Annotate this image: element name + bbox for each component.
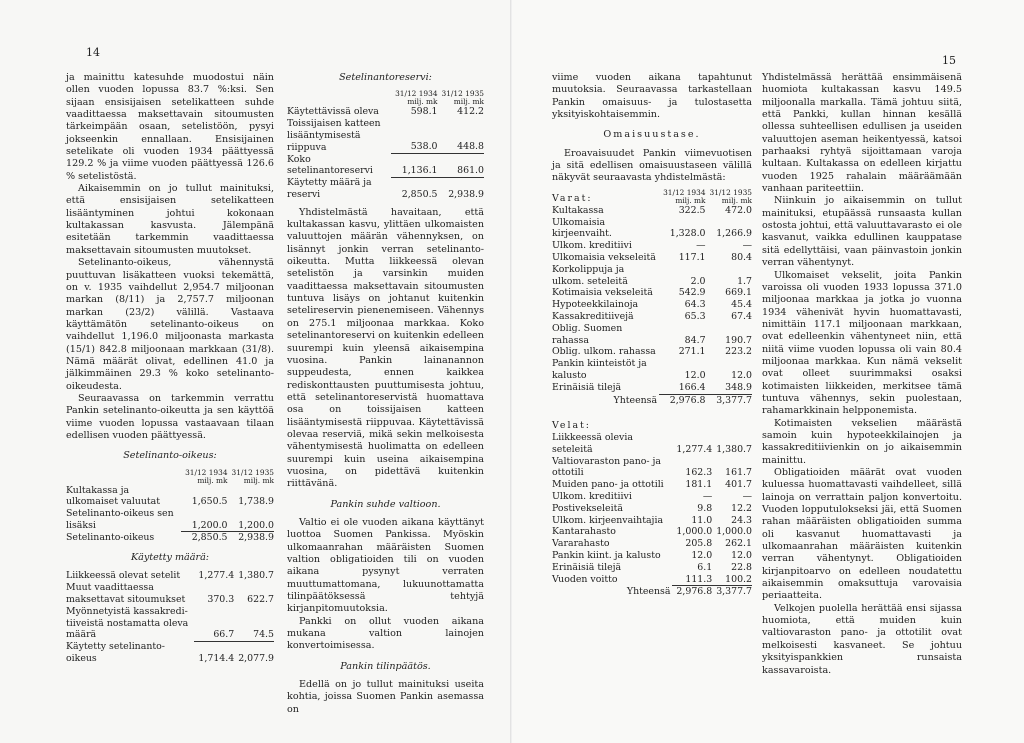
section-heading: Pankin tilinpäätös. bbox=[340, 660, 431, 672]
table-row: Myönnetyistä kassakredi-tiiveistä nostamatta oleva määrä 66.7 74.5 bbox=[66, 605, 274, 641]
table-row: Hypoteekkilainoja 64.3 45.4 bbox=[552, 299, 752, 311]
col-date: 31/12 1935 bbox=[709, 187, 752, 197]
paragraph: Seuraavassa on tarkemmin verrattu Pankin setelinanto-oikeutta ja sen käyttöä viime vuoden lopussa vastaavaan tilaan edellisen vuoden päättyessä. bbox=[66, 392, 274, 441]
table-total-row: Yhteensä 2,976.8 3,377.7 bbox=[626, 586, 752, 598]
paragraph: Valtio ei ole vuoden aikana käyttänyt luottoa Suomen Pankissa. Myöskin ulkomaanrahan määräisten Suomen valtion obligatioiden tili on vuoden aikana pysynyt verraten muuttumattomana, lukuunottamatta tilinpäätöksessä tehtyjä kirjanpitomuutoksia. bbox=[287, 516, 484, 615]
table-total-row: Yhteensä 2,976.8 3,377.7 bbox=[613, 394, 752, 406]
col-unit: milj. mk bbox=[407, 97, 438, 107]
col-date: 31/12 1934 bbox=[395, 89, 438, 99]
table-row: Valtiovaraston pano- ja ottotili 162.3 161.7 bbox=[552, 455, 752, 479]
col-date: 31/12 1935 bbox=[231, 467, 274, 477]
paragraph: Pankki on ollut vuoden aikana mukana valtion lainojen konvertoimisessa. bbox=[287, 615, 484, 652]
table-title-kaytetty-maara: Käytetty määrä: bbox=[130, 552, 210, 564]
table-row: Vararahasto 205.8 262.1 bbox=[552, 538, 752, 550]
page-number-right: 15 bbox=[942, 54, 956, 67]
table-velat bbox=[552, 420, 752, 598]
col-unit: milj. mk bbox=[453, 97, 484, 107]
table-row: Vuoden voitto 111.3 100.2 bbox=[552, 573, 752, 586]
right-column-2 bbox=[762, 72, 962, 677]
table-row: Käytetty määrä ja reservi 2,850.5 2,938.9 bbox=[287, 177, 484, 200]
table-row: Pankin kiint. ja kalusto 12.0 12.0 bbox=[552, 550, 752, 562]
table-row: Ulkomaisia kirjeenvaiht. 1,328.0 1,266.9 bbox=[552, 216, 752, 240]
paragraph: Niinkuin jo aikaisemmin on tullut mainituksi, etupäässä runsaasta kullan ostosta johtui, että valuuttavarasto ei ole kasvanut, vaikka edullinen kauppatase sitä edellyttäisi, vaan päinvastoin jonkin verran vähentynyt. bbox=[762, 195, 962, 269]
table-row: Postivekseleitä 9.8 12.2 bbox=[552, 502, 752, 514]
section-heading: Pankin suhde valtioon. bbox=[330, 498, 441, 510]
table-kaytetty-maara bbox=[66, 570, 274, 664]
paragraph: Yhdistelmässä herättää ensimmäisenä huomiota kultakassan kasvu 149.5 miljoonalla markalla. Tämä johtuu siitä, että Pankki, kullan hinnan kesällä ollessa suhteellisen edullisen ja useiden valuuttojen aseman heikentyessä, katsoi parhaaksi ryhtyä sijoittamaan varoja kultaan. Kultakassa on edelleen kirjattu vuoden 1925 rahalain määräämään vanhaan pariteettiin. bbox=[762, 72, 962, 195]
table-row: Oblig. ulkom. rahassa 271.1 223.2 bbox=[552, 346, 752, 358]
table-row: Käytetty setelinanto-oikeus 1,714.4 2,077.9 bbox=[66, 641, 274, 665]
table-row: Käytettävissä oleva 598.1 412.2 bbox=[287, 106, 484, 118]
paragraph: viime vuoden aikana tapahtunut muutoksia. Seuraavassa tarkastellaan Pankin omaisuus- ja tulostasetta yksityiskohtaisemmin. bbox=[552, 72, 752, 121]
table-row: Pankin kiinteistöt ja kalusto 12.0 12.0 bbox=[552, 358, 752, 381]
col-date: 31/12 1934 bbox=[663, 187, 706, 197]
table-row: Korkolippuja ja ulkom. seteleitä 2.0 1.7 bbox=[552, 263, 752, 287]
left-column-2 bbox=[287, 72, 484, 716]
paragraph: Edellä on jo tullut mainituksi useita kohtia, joissa Suomen Pankin asemassa on bbox=[287, 679, 484, 715]
table-row: Erinäisiä tilejä 166.4 348.9 bbox=[552, 381, 752, 394]
table-row: Kassakreditiivejä 65.3 67.4 bbox=[552, 310, 752, 322]
table-row: Muiden pano- ja ottotili 181.1 401.7 bbox=[552, 479, 752, 491]
table-row: Ulkom. kirjeenvaihtajia 11.0 24.3 bbox=[552, 514, 752, 526]
table-row: Kantarahasto 1,000.0 1,000.0 bbox=[552, 526, 752, 538]
table-row: Kotimaisia vekseleitä 542.9 669.1 bbox=[552, 287, 752, 299]
col-unit: milj. mk bbox=[197, 475, 228, 485]
table-title-setelinanto-oikeus: Setelinanto-oikeus: bbox=[123, 450, 217, 462]
col-unit: milj. mk bbox=[721, 195, 752, 205]
table-row: Ulkom. kreditiivi — — bbox=[552, 491, 752, 503]
paragraph: Aikaisemmin on jo tullut mainituksi, että ensisijaisen setelikatteen lisääntyminen johtui kokonaan kultakassan kasvusta. Jälempänä esitetään tarkemmin vaadittaessa maksettavain sitoumusten muutokset. bbox=[66, 183, 274, 256]
paragraph: Velkojen puolella herättää ensi sijassa huomiota, että muiden kuin valtiovaraston pano- ja ottotilit ovat melkoisesti kasvaneet. Se johtuu yksityispankkien runsaista kassavaroista. bbox=[762, 602, 962, 676]
col-date: 31/12 1934 bbox=[185, 467, 228, 477]
section-heading: Omaisuustase. bbox=[603, 129, 701, 141]
table-row: Koko setelinantoreservi 1,136.1 861.0 bbox=[287, 153, 484, 177]
table-row: Ulkomaisia vekseleitä 117.1 80.4 bbox=[552, 251, 752, 263]
table-row: Kultakassa ja ulkomaiset valuutat 1,650.5 1,738.9 bbox=[66, 484, 274, 508]
paragraph: Setelinanto-oikeus, vähennystä puuttuvan lisäkatteen vuoksi tekemättä, on v. 1935 vaihdellut 2,954.7 miljoonan markan (8/11) ja 2,757.7 miljoonan markan (23/2) välillä. Vastaava käyttämätön setelinanto-oikeus on vaihdellut 1,196.0 miljoonasta markasta (15/1) 842.8 miljoonaan markkaan (31/8). Nämä määrät olivat, edellinen 41.0 ja jälkimmäinen 29.3 % koko setelinanto-oikeudesta. bbox=[66, 257, 274, 392]
right-column-1 bbox=[552, 72, 752, 598]
table-setelinanto-oikeus bbox=[66, 469, 274, 544]
paragraph: Yhdistelmästä havaitaan, että kultakassan kasvu, ylittäen ulkomaisten valuuttojen määrän vähennyksen, on lisännyt jonkin verran setelinanto-oikeutta. Mutta liikkeessä olevan setelistön ja varsinkin muiden vaadittaessa maksettavain sitoumusten tuntuva lisäys on johtanut kuitenkin setelireservin pienenemiseen. Vähennys on 275.1 miljoonaa markkaa. Koko setelinantoreservi on kuitenkin edelleen suurempi kuin yleensä aikaisempina vuosina. Pankin lainanannon suppeudesta, ennen kaikkea rediskonttausten puuttumisesta johtuu, että setelinantoreservistä huomattava osa on toissijaisen katteen lisääntymisestä riippuvaa. Käytettävissä olevaa reserviä, mikä sekin melkoisesta vähentymisestä huolimatta on edelleen suurempi kuin useina aikaisempina vuosina, on pidettävä kuitenkin riittävänä. bbox=[287, 206, 484, 490]
table-varat bbox=[552, 189, 752, 407]
table-row: Setelinanto-oikeus 2,850.5 2,938.9 bbox=[66, 532, 274, 544]
col-date: 31/12 1935 bbox=[441, 89, 484, 99]
table-row: Oblig. Suomen rahassa 84.7 190.7 bbox=[552, 322, 752, 346]
table-row: Muut vaadittaessa maksettavat sitoumukset 370.3 622.7 bbox=[66, 582, 274, 606]
paragraph: Ulkomaiset vekselit, joita Pankin varoissa oli vuoden 1933 lopussa 371.0 miljoonaa markkaa ja jotka jo vuonna 1934 vähenivät hyvin huomattavasti, nimittäin 117.1 miljoonaan markkaan, ovat edelleenkin vähentyneet niin, että niitä viime vuoden lopussa oli vain 80.4 miljoonaa markkaa. Kun nämä vekselit ovat olleet suurimmaksi osaksi kotimaisten liikkeiden, merkitsee tämä tuntuva vähennys, sekin puolestaan, rahamarkkinain helpponemista. bbox=[762, 269, 962, 417]
table-row: Setelinanto-oikeus sen lisäksi 1,200.0 1,200.0 bbox=[66, 508, 274, 532]
velat-title: Velat: bbox=[552, 420, 591, 432]
table-row: Erinäisiä tilejä 6.1 22.8 bbox=[552, 561, 752, 573]
table-setelinantoreservi bbox=[287, 90, 484, 200]
col-unit: milj. mk bbox=[675, 195, 706, 205]
page-number-left: 14 bbox=[86, 46, 100, 59]
paragraph: ja mainittu katesuhde muodostui näin ollen vuoden lopussa 83.7 %:ksi. Sen sijaan ensisijaisen setelikatteen suhde vaadittaessa maksettavain sitoumusten tärkeimpään osaan, setelistöön, pysyi jokseenkin ennallaan. Ensisijainen setelikate oli vuoden 1934 päättyessä 129.2 % ja viime vuoden päättyessä 126.6 % setelistöstä. bbox=[66, 72, 274, 182]
table-row: Ulkom. kreditiivi — — bbox=[552, 240, 752, 252]
table-row: Liikkeessä olevia seteleitä 1,277.4 1,380.7 bbox=[552, 432, 752, 455]
col-unit: milj. mk bbox=[243, 475, 274, 485]
right-page bbox=[512, 0, 1024, 743]
left-column-1 bbox=[66, 72, 274, 665]
paragraph: Obligatioiden määrät ovat vuoden kuluessa huomattavasti vaihdelleet, sillä lainoja on verrattain paljon konvertoitu. Vuoden lopputulokseksi jäi, että Suomen rahan määräisten obligatioiden summa oli kasvanut huomattavasti ja ulkomaanrahan määräisten kuitenkin verran vähentynyt. Obligatioiden kirjanpitoarvo on edelleen noudatettu aikaisemmin omaksuttuja varovaisia periaatteita. bbox=[762, 467, 962, 602]
varat-title: Varat: bbox=[552, 192, 593, 204]
table-title-setelinantoreservi: Setelinantoreservi: bbox=[339, 72, 432, 83]
paragraph: Eroavaisuudet Pankin viimevuotisen ja sitä edellisen omaisuustaseen välillä näkyvät seuraavasta yhdistelmästä: bbox=[552, 147, 752, 184]
table-row: Kultakassa 322.5 472.0 bbox=[552, 204, 752, 216]
paragraph: Kotimaisten vekselien määrästä samoin kuin hypoteekkilainojen ja kassakreditiivienkin on jo aikaisemmin mainittu. bbox=[762, 417, 962, 466]
table-row: Liikkeessä olevat setelit 1,277.4 1,380.7 bbox=[66, 570, 274, 582]
table-row: Toissijaisen katteen lisääntymisestä riippuva 538.0 448.8 bbox=[287, 118, 484, 153]
